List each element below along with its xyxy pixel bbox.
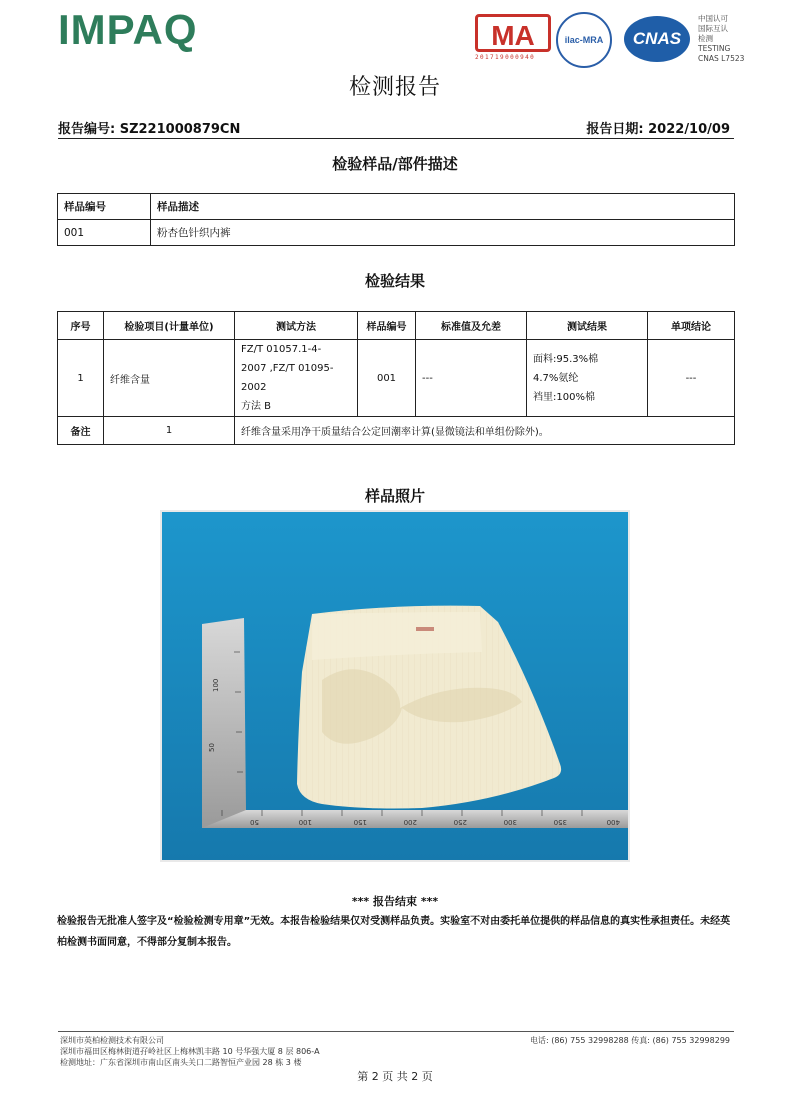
footer-divider: [58, 1031, 734, 1032]
report-end-mark: *** 报告结束 ***: [351, 895, 439, 908]
svg-text:400: 400: [606, 818, 620, 826]
remark-no: 1: [104, 417, 235, 445]
table-header-row: [58, 312, 735, 340]
footer-contact: 电话: (86) 755 32998288 传真: (86) 755 32998299: [529, 1036, 730, 1045]
col-sample-desc: 样品描述: [151, 194, 735, 220]
report-number: 报告编号: SZ221000879CN: [58, 122, 241, 137]
footer-address-2: 检测地址：广东省深圳市南山区南头关口二路智恒产业园 28 栋 3 楼: [60, 1058, 302, 1067]
cnas-logo: CNAS: [624, 16, 690, 62]
sample-section-title: 检验样品/部件描述: [332, 155, 458, 173]
cell-conclusion: ---: [648, 340, 735, 417]
svg-text:350: 350: [553, 818, 567, 826]
cell-sample-no: 001: [58, 220, 151, 246]
table-row: [58, 220, 735, 246]
footer-address: [60, 1035, 320, 1068]
svg-text:300: 300: [503, 818, 517, 826]
cell-no: 1: [58, 340, 104, 417]
svg-text:50: 50: [250, 818, 259, 826]
col-method: 测试方法: [235, 312, 358, 340]
cell-sample-desc: 粉杏色针织内裤: [151, 220, 735, 246]
svg-text:50: 50: [208, 743, 216, 752]
remark-text: 纤维含量采用净干质量结合公定回潮率计算(显微镜法和单组份除外)。: [235, 417, 735, 445]
cell-result: 面料:95.3%棉 4.7%氨纶 裆里:100%棉: [527, 340, 648, 417]
col-item: 检验项目(计量单位): [104, 312, 235, 340]
sample-photo: [162, 512, 628, 860]
table-row: [58, 340, 735, 417]
col-no: 序号: [58, 312, 104, 340]
cell-item: 纤维含量: [104, 340, 235, 417]
footer-address-1: 深圳市福田区梅林街道孖岭社区上梅林凯丰路 10 号华强大厦 8 层 806-A: [60, 1047, 320, 1056]
header-divider: [58, 138, 734, 139]
cnas-accreditation-text: 中国认可 国际互认 检测 TESTING CNAS L7523: [698, 14, 745, 63]
result-section-title: 检验结果: [364, 272, 425, 290]
svg-text:100: 100: [212, 678, 220, 692]
cma-logo: [475, 14, 555, 61]
result-table: [57, 311, 735, 445]
col-sample: 样品编号: [358, 312, 416, 340]
cell-sample: 001: [358, 340, 416, 417]
cell-standard: ---: [416, 340, 527, 417]
photo-section-title: 样品照片: [364, 487, 425, 505]
col-result: 测试结果: [527, 312, 648, 340]
ilac-mra-logo: ilac-MRA: [556, 12, 612, 68]
cma-number: 201719000940: [475, 54, 536, 61]
sample-photo-frame: [160, 510, 630, 862]
impaq-logo: IMPAQ: [58, 6, 198, 53]
svg-text:100: 100: [298, 818, 312, 826]
svg-text:250: 250: [453, 818, 467, 826]
table-header-row: [58, 194, 735, 220]
cma-mark: MA: [475, 14, 551, 52]
svg-text:150: 150: [353, 818, 367, 826]
sample-table: [57, 193, 735, 246]
disclaimer-text: 检验报告无批准人签字及“检验检测专用章”无效。本报告检验结果仅对受测样品负责。实验室不对由委托单位提供的样品信息的真实性承担责任。未经英柏检测书面同意，不得部分复制本报告。: [57, 916, 731, 948]
report-date: 报告日期: 2022/10/09: [586, 122, 730, 137]
svg-text:200: 200: [403, 818, 417, 826]
page-number: 第 2 页 共 2 页: [357, 1070, 433, 1083]
col-standard: 标准值及允差: [416, 312, 527, 340]
cell-method: FZ/T 01057.1-4- 2007 ,FZ/T 01095-2002 方法 B: [235, 340, 358, 417]
remark-label: 备注: [58, 417, 104, 445]
remark-row: [58, 417, 735, 445]
col-sample-no: 样品编号: [58, 194, 151, 220]
document-title: 检测报告: [348, 75, 441, 100]
col-conclusion: 单项结论: [648, 312, 735, 340]
footer-company: 深圳市英柏检测技术有限公司: [60, 1036, 164, 1045]
